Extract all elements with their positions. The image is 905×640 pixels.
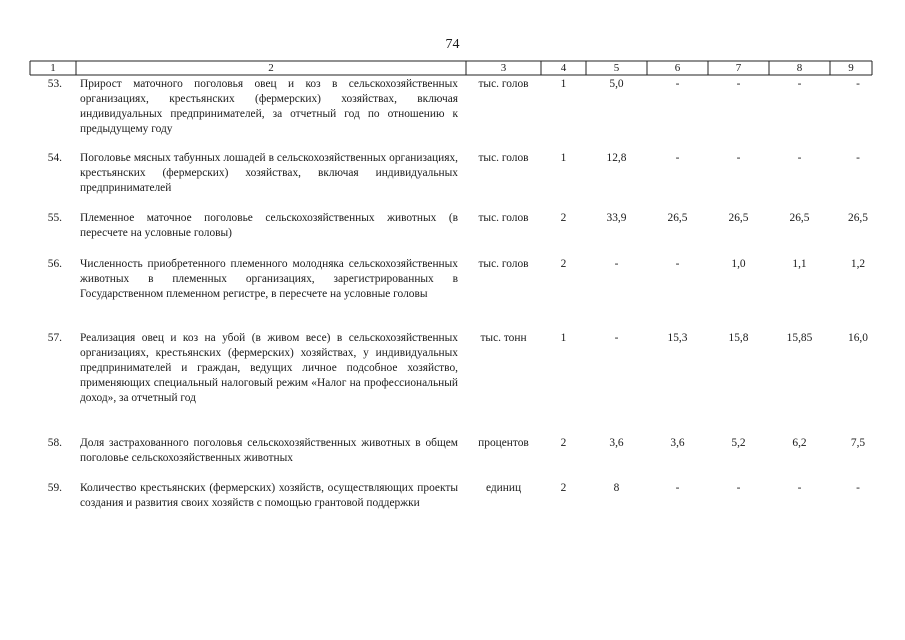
row-58-col-8: 6,2 <box>792 437 807 449</box>
row-55-col-5: 33,9 <box>606 212 627 224</box>
row-53-col-9: - <box>856 78 860 90</box>
row-58-number: 58. <box>47 437 62 449</box>
row-55-description: Племенное маточное поголовье сельскохозяйственных животных (в пересчете на условные головы) <box>80 212 458 239</box>
row-57-number: 57. <box>47 332 62 344</box>
row-53-number: 53. <box>47 78 62 90</box>
row-58-col-4: 2 <box>560 437 567 449</box>
row-56-col-9: 1,2 <box>850 258 866 270</box>
row-56-col-6: - <box>675 258 680 270</box>
row-56-col-4: 2 <box>560 258 567 270</box>
row-57-col-6: 15,3 <box>667 332 688 344</box>
row-56-col-5: - <box>614 258 619 270</box>
row-58-description: Доля застрахованного поголовья сельскохозяйственных животных в общем поголовье сельскохозяйственных животных <box>80 437 458 464</box>
header-col-7: 7 <box>735 62 742 74</box>
row-54-unit: тыс. голов <box>478 152 529 164</box>
row-59-col-6: - <box>675 482 680 494</box>
row-59-number: 59. <box>47 482 62 494</box>
row-59-description: Количество крестьянских (фермерских) хозяйств, осуществляющих проекты создания и развития своих хозяйств с помощью грантовой поддержки <box>80 482 458 509</box>
header-col-2: 2 <box>268 62 274 74</box>
row-58-col-5: 3,6 <box>609 437 624 449</box>
row-57-col-8: 15,85 <box>786 332 813 344</box>
row-53-unit: тыс. голов <box>478 78 529 90</box>
row-59-col-5: 8 <box>613 482 620 494</box>
row-53-description: Прирост маточного поголовья овец и коз в сельскохозяйственных организациях, крестьянских (фермерских) хозяйствах, включая индивидуальных предпринимателей, за отчетный год по отношению к предыдущему году <box>80 78 458 135</box>
header-col-5: 5 <box>613 62 620 74</box>
header-col-1: 1 <box>50 62 56 74</box>
page-number: 74 <box>445 37 460 52</box>
header-col-3: 3 <box>500 62 507 74</box>
row-54-number: 54. <box>47 152 62 164</box>
row-57-col-9: 16,0 <box>848 332 868 344</box>
row-58-col-9: 7,5 <box>850 437 866 449</box>
row-59-col-4: 2 <box>560 482 567 494</box>
row-59-col-7: - <box>736 482 741 494</box>
header-col-8: 8 <box>796 62 803 74</box>
row-59-col-8: - <box>797 482 802 494</box>
row-58-unit: процентов <box>478 437 529 449</box>
row-57-col-5: - <box>614 332 619 344</box>
row-55-col-7: 26,5 <box>728 212 749 224</box>
row-54-col-8: - <box>797 152 802 164</box>
row-54-col-6: - <box>675 152 680 164</box>
row-55-col-6: 26,5 <box>667 212 688 224</box>
row-59-col-9: - <box>856 482 860 494</box>
row-53-col-5: 5,0 <box>609 78 624 90</box>
row-55-unit: тыс. голов <box>478 212 529 224</box>
row-58-col-7: 5,2 <box>731 437 746 449</box>
row-54-col-5: 12,8 <box>606 152 627 164</box>
row-54-col-4: 1 <box>560 152 567 164</box>
row-53-col-7: - <box>736 78 741 90</box>
row-54-col-9: - <box>856 152 860 164</box>
row-56-number: 56. <box>47 258 62 270</box>
row-56-col-7: 1,0 <box>731 258 746 270</box>
row-53-col-4: 1 <box>560 78 567 90</box>
row-56-description: Численность приобретенного племенного молодняка сельскохозяйственных животных в племенных организациях, зарегистрированных в Государственном племенном регистре, в пересчете на условные головы <box>80 258 458 300</box>
row-55-col-9: 26,5 <box>848 212 868 224</box>
row-53-col-6: - <box>675 78 680 90</box>
row-58-col-6: 3,6 <box>670 437 685 449</box>
row-57-description: Реализация овец и коз на убой (в живом весе) в сельскохозяйственных организациях, крестьянских (фермерских) хозяйствах, у индивидуальных предпринимателей и граждан, ведущих личное подсобное хозяйство, применяющих специальный налоговый режим «Налог на профессиональный доход», за отчетный год <box>80 332 458 404</box>
header-col-4: 4 <box>560 62 567 74</box>
row-57-col-7: 15,8 <box>728 332 749 344</box>
row-54-col-7: - <box>736 152 741 164</box>
row-53-col-8: - <box>797 78 802 90</box>
header-col-9: 9 <box>848 62 854 74</box>
row-57-col-4: 1 <box>560 332 567 344</box>
row-56-col-8: 1,1 <box>792 258 807 270</box>
row-59-unit: единиц <box>485 482 522 494</box>
row-55-number: 55. <box>47 212 62 224</box>
row-54-description: Поголовье мясных табунных лошадей в сельскохозяйственных организациях, крестьянских (фермерских) хозяйствах, включая индивидуальных предпринимателей <box>80 152 458 194</box>
header-col-6: 6 <box>674 62 681 74</box>
row-57-unit: тыс. тонн <box>480 332 527 344</box>
row-55-col-4: 2 <box>560 212 567 224</box>
row-55-col-8: 26,5 <box>789 212 810 224</box>
row-56-unit: тыс. голов <box>478 258 529 270</box>
